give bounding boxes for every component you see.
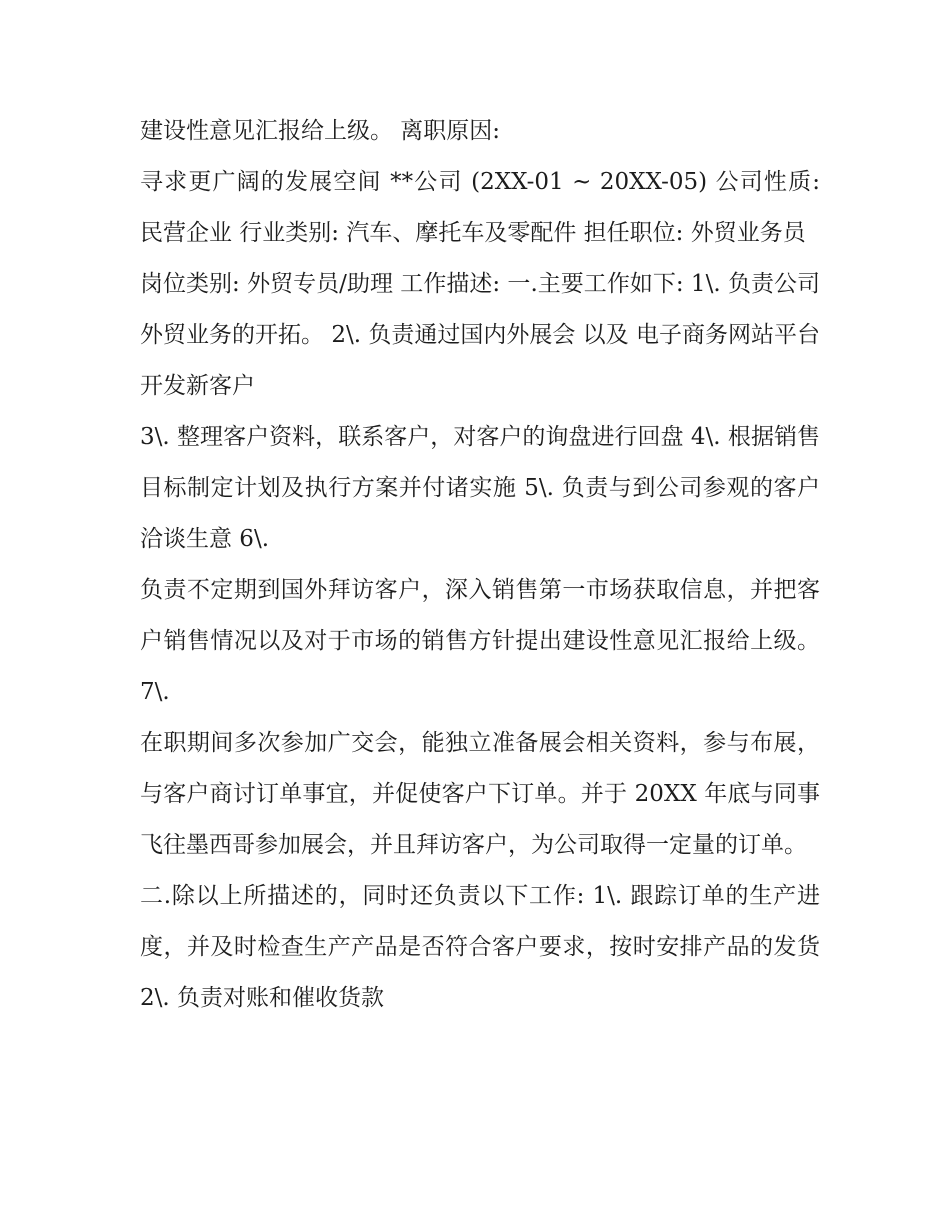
paragraph-other-duties: 二.除以上所描述的，同时还负责以下工作: 1\. 跟踪订单的生产进度，并及时检查生产产品是否符合客户要求，按时安排产品的发货 2\. 负责对账和催收货款	[140, 883, 820, 1011]
paragraph-job-description: 岗位类别: 外贸专员/助理 工作描述: 一.主要工作如下: 1\. 负责公司外贸业务的开拓。 2\. 负责通过国内外展会 以及 电子商务网站平台 开发新客户	[140, 271, 820, 399]
paragraph-resignation-reason: 建设性意见汇报给上级。 离职原因:	[140, 118, 501, 144]
paragraph-company-info: 寻求更广阔的发展空间 **公司 (2XX-01 ~ 20XX-05) 公司性质: 民营企业 行业类别: 汽车、摩托车及零配件 担任职位: 外贸业务员	[140, 169, 820, 246]
paragraph-trade-fairs: 在职期间多次参加广交会，能独立准备展会相关资料，参与布展，与客户商讨订单事宜，并促使客户下订单。并于 20XX 年底与同事飞往墨西哥参加展会，并且拜访客户，为公司取得一定量的订单。	[140, 730, 820, 858]
document-body	[140, 106, 820, 1024]
paragraph-duties-3-6: 3\. 整理客户资料，联系客户，对客户的询盘进行回盘 4\. 根据销售目标制定计划及执行方案并付诸实施 5\. 负责与到公司参观的客户洽谈生意 6\.	[140, 424, 820, 552]
paragraph-duty-visits: 负责不定期到国外拜访客户，深入销售第一市场获取信息，并把客户销售情况以及对于市场的销售方针提出建设性意见汇报给上级。 7\.	[140, 577, 820, 705]
